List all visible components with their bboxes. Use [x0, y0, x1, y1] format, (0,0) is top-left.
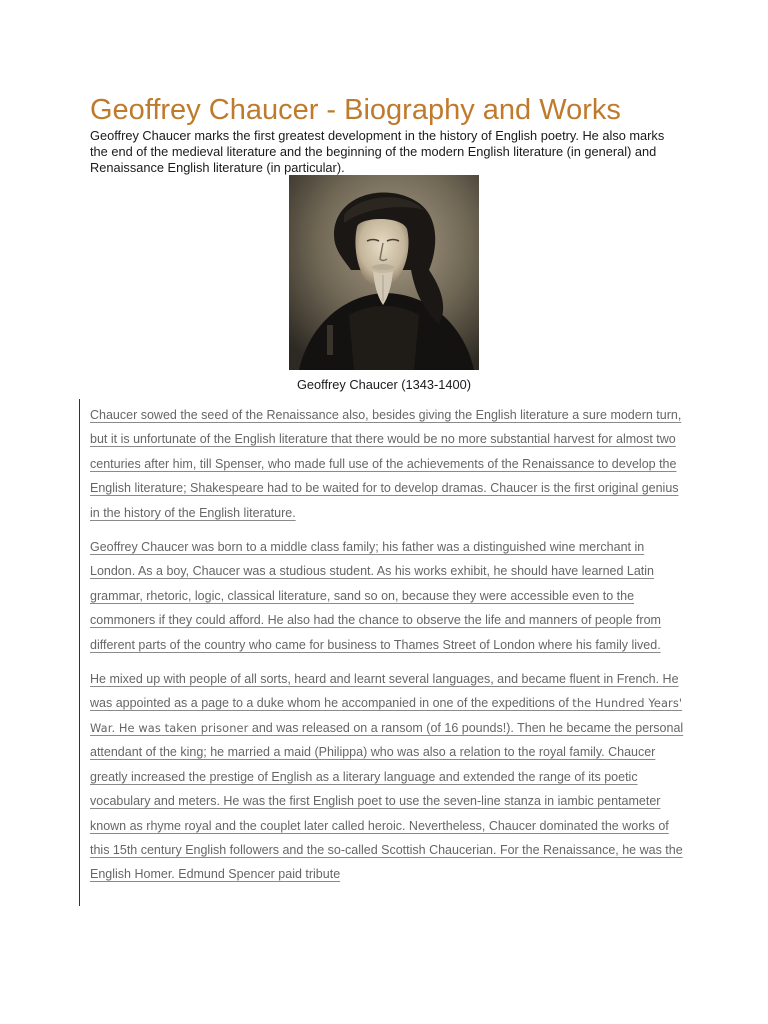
body-paragraph-3 [90, 667, 684, 887]
body-paragraph-3-part-2: the Hundred Years' War. He was taken prisoner [90, 696, 683, 735]
intro-paragraph: Geoffrey Chaucer marks the first greatest development in the history of English poetry. He also marks the end of the medieval literature and the beginning of the modern English literature (in general) and Renaissance English literature (in particular). [90, 128, 665, 175]
portrait-image [289, 175, 479, 370]
body-paragraph-3-part-3: and was released on a ransom (of 16 pounds!). Then he became the personal attendant of the king; he married a maid (Philippa) who was also a relation to the royal family. Chaucer greatly increased the prestige of English as a literary language and extended the range of its poetic vocabulary and meters. He was the first English poet to use the seven-line stanza in iambic pentameter known as rhyme royal and the couplet later called heroic. Nevertheless, Chaucer dominated the works of this 15th century English followers and the so-called Scottish Chaucerian. For the Renaissance, he was the English Homer. Edmund Spencer paid tribute [90, 720, 684, 882]
portrait-engraving-icon [289, 175, 479, 370]
body-paragraph-1: Chaucer sowed the seed of the Renaissance also, besides giving the English literature a sure modern turn, but it is unfortunate of the English literature that there would be no more substantial harvest for almost two centuries after him, till Spenser, who made full use of the achievements of the Renaissance to develop the English literature; Shakespeare had to be waited for to develop dramas. Chaucer is the first original genius in the history of the English literature. [90, 408, 682, 520]
page-title: Geoffrey Chaucer - Biography and Works [90, 94, 621, 126]
body-paragraph-3-part-1: He mixed up with people of all sorts, heard and learnt several languages, and became fluent in French. He was appointed as a page to a duke whom he accompanied in one of the expeditions of [90, 672, 679, 711]
body-paragraph-2: Geoffrey Chaucer was born to a middle class family; his father was a distinguished wine merchant in London. As a boy, Chaucer was a studious student. As his works exhibit, he should have learned Latin grammar, rhetoric, logic, classical literature, sand so on, because they were accessible even to the commoners if they could afford. He also had the chance to observe the life and manners of people from different parts of the country who came for business to Thames Street of London where his family lived. [90, 540, 661, 652]
quoted-body [90, 403, 684, 897]
quote-bar [79, 399, 80, 906]
portrait-caption: Geoffrey Chaucer (1343-1400) [296, 377, 472, 392]
